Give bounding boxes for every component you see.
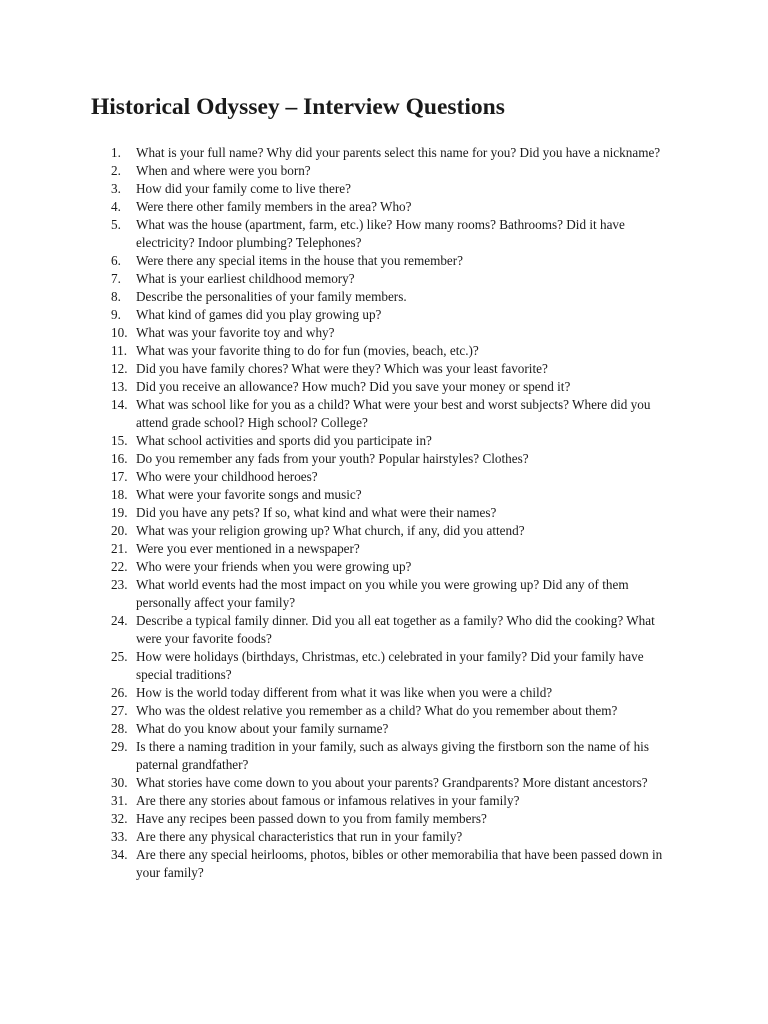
question-number: 2. — [111, 163, 121, 178]
question-text: What is your earliest childhood memory? — [136, 271, 355, 286]
question-item — [0, 792, 681, 810]
question-number: 23. — [111, 577, 128, 592]
question-text: Describe a typical family dinner. Did you all eat together as a family? Who did the cooking? What were your favorite foods? — [136, 613, 655, 646]
question-text: How were holidays (birthdays, Christmas, etc.) celebrated in your family? Did your family have special traditions? — [136, 649, 644, 682]
question-text: Have any recipes been passed down to you from family members? — [136, 811, 487, 826]
question-item — [0, 306, 681, 324]
question-text: Who were your friends when you were growing up? — [136, 559, 412, 574]
question-number: 15. — [111, 433, 128, 448]
question-text: Describe the personalities of your family members. — [136, 289, 407, 304]
question-item — [0, 846, 681, 882]
question-item — [0, 288, 681, 306]
question-number: 34. — [111, 847, 128, 862]
question-text: Who was the oldest relative you remember as a child? What do you remember about them? — [136, 703, 618, 718]
question-number: 19. — [111, 505, 128, 520]
question-number: 11. — [111, 343, 127, 358]
question-number: 27. — [111, 703, 128, 718]
question-text: Did you have any pets? If so, what kind and what were their names? — [136, 505, 497, 520]
question-text: When and where were you born? — [136, 163, 311, 178]
question-text: Do you remember any fads from your youth? Popular hairstyles? Clothes? — [136, 451, 529, 466]
question-number: 14. — [111, 397, 128, 412]
question-item — [0, 810, 681, 828]
question-text: Were there any special items in the house that you remember? — [136, 253, 464, 268]
question-text: What was the house (apartment, farm, etc.) like? How many rooms? Bathrooms? Did it have electricity? Indoor plumbing? Telephones? — [136, 217, 625, 250]
question-item — [0, 828, 681, 846]
question-item — [0, 270, 681, 288]
question-number: 21. — [111, 541, 128, 556]
question-item — [0, 162, 681, 180]
question-number: 8. — [111, 289, 121, 304]
question-item — [0, 180, 681, 198]
question-number: 7. — [111, 271, 121, 286]
question-text: Did you have family chores? What were they? Which was your least favorite? — [136, 361, 548, 376]
question-item — [0, 540, 681, 558]
question-text: What was your favorite thing to do for fun (movies, beach, etc.)? — [136, 343, 479, 358]
question-item — [0, 720, 681, 738]
question-item — [0, 504, 681, 522]
question-text: What was your favorite toy and why? — [136, 325, 335, 340]
question-number: 33. — [111, 829, 128, 844]
question-text: Were there other family members in the area? Who? — [136, 199, 412, 214]
question-number: 28. — [111, 721, 128, 736]
question-text: Did you receive an allowance? How much? Did you save your money or spend it? — [136, 379, 571, 394]
question-item — [0, 216, 681, 252]
question-item — [0, 324, 681, 342]
question-item — [0, 378, 681, 396]
question-number: 6. — [111, 253, 121, 268]
question-number: 10. — [111, 325, 128, 340]
question-item — [0, 198, 681, 216]
question-number: 32. — [111, 811, 128, 826]
question-text: What was school like for you as a child? What were your best and worst subjects? Where did you attend grade school? High school? College? — [136, 397, 651, 430]
question-text: What was your religion growing up? What church, if any, did you attend? — [136, 523, 525, 538]
question-text: What stories have come down to you about your parents? Grandparents? More distant ancestors? — [136, 775, 648, 790]
question-number: 30. — [111, 775, 128, 790]
question-text: What is your full name? Why did your parents select this name for you? Did you have a nickname? — [136, 145, 661, 160]
question-number: 17. — [111, 469, 128, 484]
question-number: 3. — [111, 181, 121, 196]
question-item — [0, 468, 681, 486]
question-item — [0, 684, 681, 702]
question-text: How is the world today different from what it was like when you were a child? — [136, 685, 553, 700]
question-number: 5. — [111, 217, 121, 232]
question-number: 25. — [111, 649, 128, 664]
question-item — [0, 648, 681, 684]
question-item — [0, 702, 681, 720]
question-number: 9. — [111, 307, 121, 322]
question-text: What world events had the most impact on you while you were growing up? Did any of them personally affect your family? — [136, 577, 629, 610]
question-text: Are there any stories about famous or infamous relatives in your family? — [136, 793, 520, 808]
question-text: Are there any special heirlooms, photos, bibles or other memorabilia that have been passed down in your family? — [136, 847, 663, 880]
question-number: 12. — [111, 361, 128, 376]
question-item — [0, 396, 681, 432]
question-text: How did your family come to live there? — [136, 181, 351, 196]
document-title: Historical Odyssey – Interview Questions — [91, 94, 505, 120]
question-number: 16. — [111, 451, 128, 466]
question-number: 31. — [111, 793, 128, 808]
question-text: Are there any physical characteristics that run in your family? — [136, 829, 463, 844]
question-item — [0, 486, 681, 504]
question-list — [0, 144, 768, 882]
question-number: 18. — [111, 487, 128, 502]
question-text: What school activities and sports did you participate in? — [136, 433, 432, 448]
question-item — [0, 144, 681, 162]
question-item — [0, 252, 681, 270]
question-number: 24. — [111, 613, 128, 628]
question-number: 13. — [111, 379, 128, 394]
question-number: 22. — [111, 559, 128, 574]
question-item — [0, 774, 681, 792]
question-item — [0, 450, 681, 468]
question-text: What were your favorite songs and music? — [136, 487, 362, 502]
question-number: 4. — [111, 199, 121, 214]
question-text: What kind of games did you play growing up? — [136, 307, 382, 322]
question-item — [0, 432, 681, 450]
question-item — [0, 558, 681, 576]
question-text: Were you ever mentioned in a newspaper? — [136, 541, 360, 556]
question-item — [0, 738, 681, 774]
question-text: Is there a naming tradition in your family, such as always giving the firstborn son the name of his paternal grandfather? — [136, 739, 649, 772]
question-number: 1. — [111, 145, 121, 160]
question-number: 29. — [111, 739, 128, 754]
question-number: 26. — [111, 685, 128, 700]
question-item — [0, 612, 681, 648]
question-number: 20. — [111, 523, 128, 538]
question-item — [0, 576, 681, 612]
question-item — [0, 342, 681, 360]
question-item — [0, 522, 681, 540]
question-item — [0, 360, 681, 378]
question-text: Who were your childhood heroes? — [136, 469, 318, 484]
question-text: What do you know about your family surname? — [136, 721, 389, 736]
